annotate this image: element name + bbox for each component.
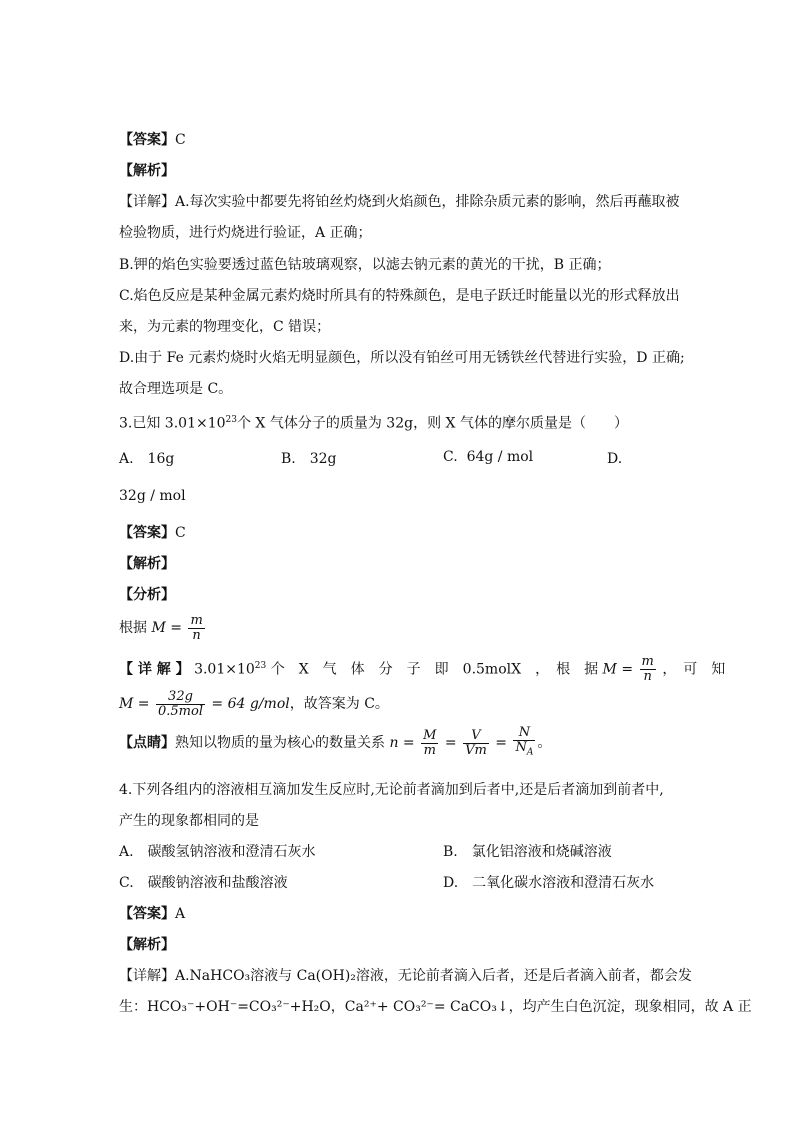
- conclusion: 故合理选项是 C。: [119, 381, 233, 397]
- fenxi-formula-line: [119, 610, 207, 646]
- formula-M: M: [151, 620, 166, 636]
- answer-value: A: [175, 906, 186, 922]
- answer-line: [119, 131, 186, 149]
- detail-line: 【详解】A.每次实验中都要先将铂丝灼烧到火焰颜色，排除杂质元素的影响，然后再蘸取被: [119, 194, 680, 210]
- detail-line: 【详解】A.NaHCO₃溶液与 Ca(OH)₂溶液，无论前者滴入后者，还是后者滴入前者，都会发: [119, 968, 692, 984]
- option-a: A. 碳酸氢钠溶液和澄清石灰水: [119, 844, 316, 860]
- analysis-tag: 【解析】: [119, 556, 175, 572]
- detail-line: 生：HCO₃⁻+OH⁻=CO₃²⁻+H₂O，Ca²⁺+ CO₃²⁻= CaCO₃↓，均产生白色沉淀，现象相同，故 A 正: [119, 999, 752, 1015]
- calc-line: M = $\frac{32g}{\text{0.5mol}}$ = 64 g/mol，故答案为 C。: [119, 688, 389, 719]
- option-c: [443, 448, 533, 466]
- option-c-value: 64g / mol: [466, 449, 534, 465]
- detail-line: 【 详 解 】 $3.01\times 10^{23}$ 个 X 气 体 分 子 即 0.5molX ， 根 据 M = $\frac{m}{n}$ ， 可 知: [119, 654, 726, 685]
- formula-fraction: $\frac{m}{n}$: [190, 612, 203, 643]
- calc-fraction: $\frac{32g}{\text{0.5mol}}$: [157, 688, 203, 719]
- formula-eq: =: [165, 620, 187, 636]
- option-d-value: 32g / mol: [119, 488, 186, 504]
- option-b: B. 32g: [281, 451, 337, 467]
- question-stem: 4.下列各组内的溶液相互滴加发生反应时,无论前者滴加到后者中,还是后者滴加到前者中,: [119, 782, 664, 798]
- detail-line: 检验物质，进行灼烧进行验证，A 正确；: [119, 225, 372, 241]
- fenxi-tag: 【分析】: [119, 587, 175, 603]
- answer-tag: 【答案】: [119, 132, 175, 148]
- stem-exponent: 23: [225, 415, 237, 425]
- dianjing-line: 【点睛】熟知以物质的量为核心的数量关系 n = $\frac{M}{m}$ = $\frac{V}{Vm}$ = $\frac{N}{N_A}$ 。: [119, 725, 552, 758]
- stem-suffix: 个 X 气体分子的质量为 32g，则 X 气体的摩尔质量是（ ）: [236, 415, 628, 432]
- option-b-explanation: B.钾的焰色实验要透过蓝色钴玻璃观察，以滤去钠元素的黄光的干扰，B 正确；: [119, 257, 611, 273]
- option-d-label: D.: [607, 451, 623, 467]
- answer-line: [119, 905, 185, 923]
- dianjing-tag: 【点睛】: [119, 735, 175, 751]
- answer-value: C: [175, 525, 186, 541]
- option-c-explanation: C.焰色反应是某种金属元素灼烧时所具有的特殊颜色，是电子跃迁时能量以光的形式释放出: [119, 288, 680, 304]
- option-c: C. 碳酸钠溶液和盐酸溶液: [119, 875, 288, 891]
- formula-fraction: $\frac{m}{n}$: [641, 654, 654, 685]
- option-b: B. 氯化铝溶液和烧碱溶液: [443, 844, 612, 860]
- analysis-tag: 【解析】: [119, 937, 175, 953]
- analysis-tag: 【解析】: [119, 163, 175, 179]
- answer-line: [119, 524, 186, 542]
- question-stem: [119, 411, 628, 433]
- fenxi-text: 根据: [119, 620, 147, 636]
- answer-value: C: [175, 132, 186, 148]
- detail-tag: 【 详 解 】: [119, 661, 190, 678]
- question-stem: 产生的现象都相同的是: [119, 813, 259, 829]
- option-d-explanation: D.由于 Fe 元素灼烧时火焰无明显颜色，所以没有铂丝可用无锈铁丝代替进行实验，D 正确;: [119, 350, 685, 366]
- option-c-label: C.: [443, 449, 458, 465]
- option-d: D. 二氧化碳水溶液和澄清石灰水: [443, 875, 655, 891]
- stem-prefix: 3.已知 3.01×10: [119, 415, 226, 432]
- answer-tag: 【答案】: [119, 525, 175, 541]
- option-c-explanation: 来，为元素的物理变化，C 错误；: [119, 319, 331, 335]
- answer-tag: 【答案】: [119, 906, 175, 922]
- option-a: A. 16g: [119, 451, 175, 467]
